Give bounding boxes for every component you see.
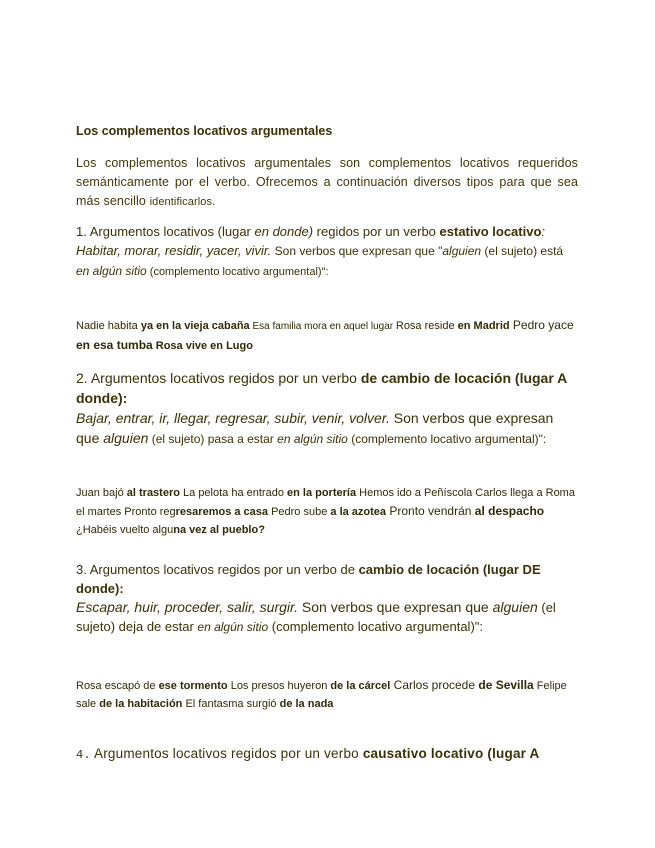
section-2-examples: Juan bajó al trastero La pelota ha entrado en la portería Hemos ido a Peñíscola Carlos llega a Roma el martes Pronto regresaremos a casa Pedro sube a la azotea Pronto vendrán al despacho ¿Habéis vuelto alguna vez al pueblo? <box>76 487 575 536</box>
section-number: 2. <box>76 370 88 386</box>
verb-list: Bajar, entrar, ir, llegar, regresar, subir, venir, volver. <box>76 410 390 426</box>
section-heading-bold: de cambio de locación (lugar A donde): <box>76 370 567 406</box>
intro-text: Los complementos locativos argumentales son complementos locativos requeridos semánticamente por el verbo. Ofrecemos a continuación diversos tipos para que sea más sencillo <box>76 156 578 208</box>
section-number: 1. <box>76 224 87 239</box>
section-heading-bold: causativo locativo (lugar A <box>362 746 540 761</box>
intro-text-end: identificarlos. <box>149 196 216 208</box>
verb-list: Escapar, huir, proceder, salir, surgir. <box>76 599 299 615</box>
section-1-examples: Nadie habita ya en la vieja cabaña Esa familia mora en aquel lugar Rosa reside en Madrid Pedro yace en esa tumba Rosa vive en Lugo <box>76 318 574 352</box>
section-number: 4. <box>76 748 91 762</box>
section-4-heading: 4. Argumentos locativos regidos por un verbo causativo locativo (lugar A <box>76 746 540 762</box>
intro-paragraph <box>76 154 578 212</box>
section-3-examples: Rosa escapó de ese tormento Los presos huyeron de la cárcel Carlos procede de Sevilla Felipe sale de la habitación El fantasma surgió de la nada <box>76 678 567 710</box>
section-heading-bold: cambio de locación (lugar DE donde): <box>76 562 541 596</box>
section-2-heading: 2. Argumentos locativos regidos por un verbo de cambio de locación (lugar A donde): Bajar, entrar, ir, llegar, regresar, subir, venir, volver. Son verbos que expresan que alguien (el sujeto) pasa a estar en algún sitio (complemento locativo argumental)": <box>76 370 567 446</box>
verb-list: : Habitar, morar, residir, yacer, vivir. <box>76 224 546 258</box>
section-3-heading: 3. Argumentos locativos regidos por un verbo de cambio de locación (lugar DE donde): Escapar, huir, proceder, salir, surgir. Son verbos que expresan que alguien (el sujeto) deja de estar en algún sitio (complemento locativo argumental)": <box>76 562 556 634</box>
section-heading-bold: estativo locativo <box>439 224 542 239</box>
section-number: 3. <box>76 562 87 577</box>
section-1-heading: 1. Argumentos locativos (lugar en donde) regidos por un verbo estativo locativo: Habitar, morar, residir, yacer, vivir. Son verbos que expresan que "alguien (el sujeto) está en algún sitio (complemento locativo argumental)": <box>76 224 564 278</box>
document-title: Los complementos locativos argumentales <box>76 124 333 138</box>
